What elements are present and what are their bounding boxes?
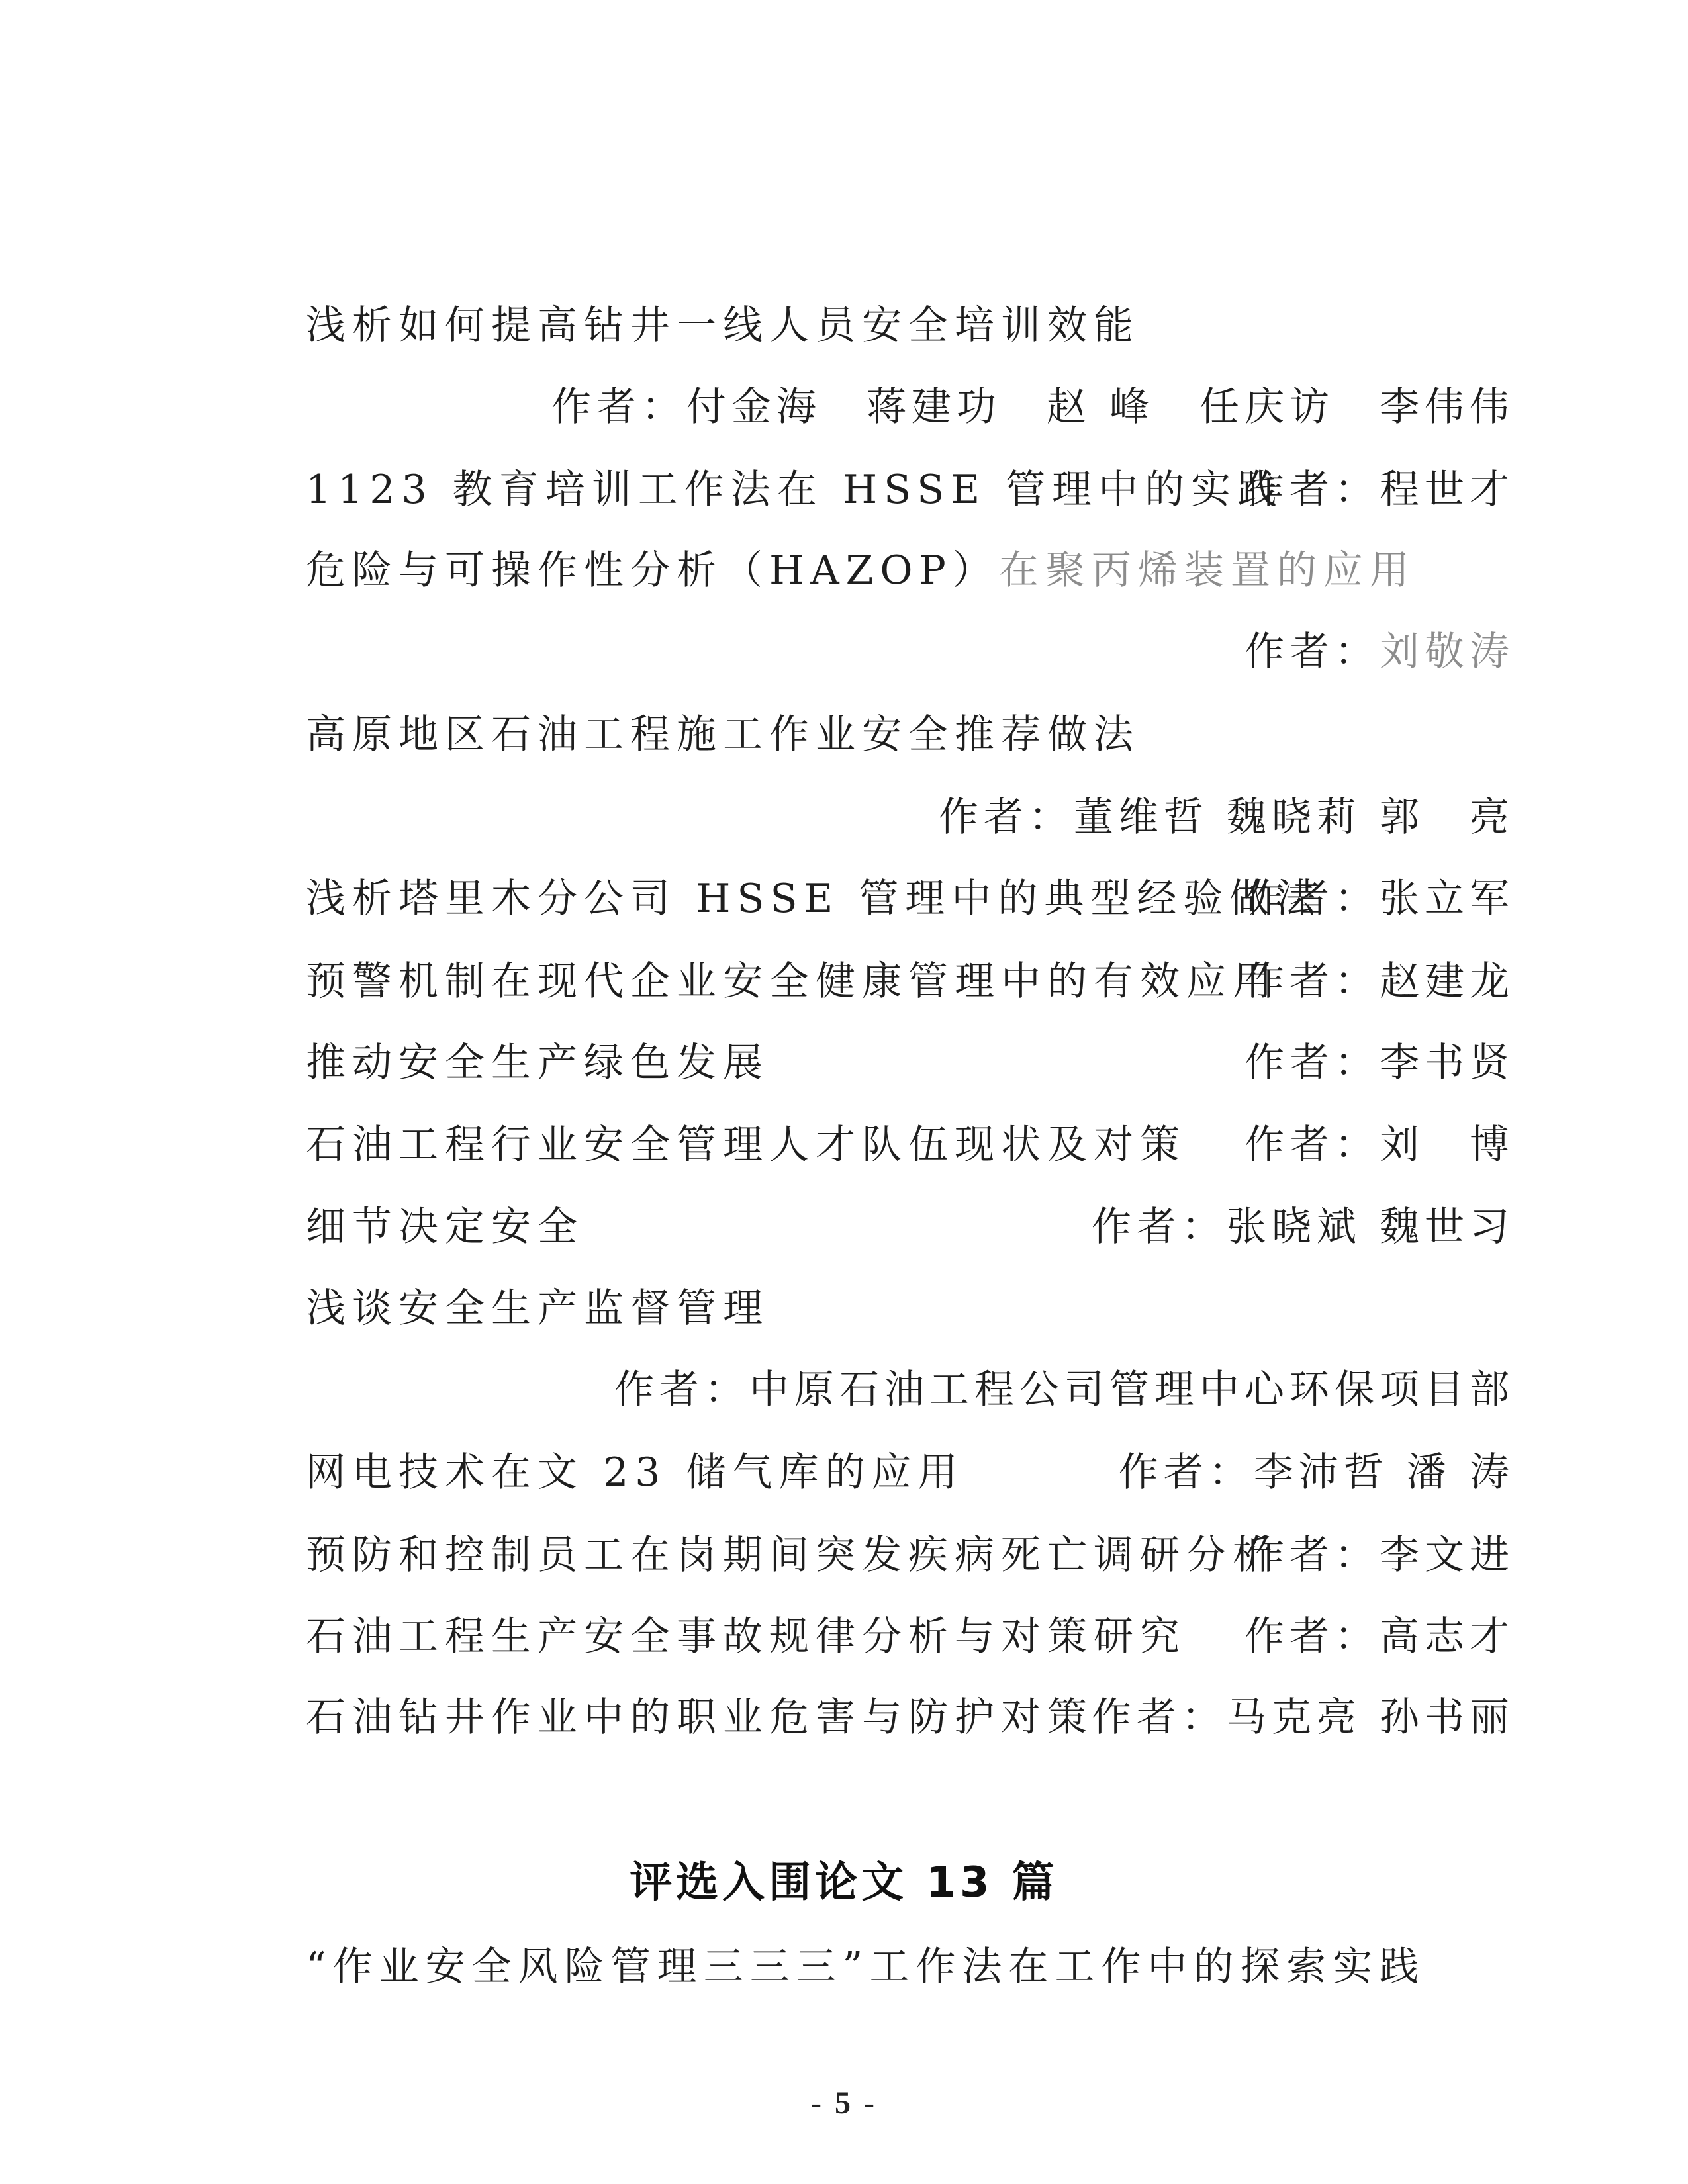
paper-entry bbox=[306, 1446, 1515, 1499]
paper-entry bbox=[306, 299, 1515, 352]
paper-title: “作业安全风险管理三三三”工作法在工作中的探索实践 bbox=[306, 1944, 1426, 1990]
paper-authors: 作者：李沛哲 潘 涛 bbox=[1118, 1449, 1515, 1496]
paper-entry bbox=[306, 1282, 1515, 1335]
paper-entry bbox=[306, 1118, 1515, 1171]
paper-entry bbox=[306, 625, 1515, 678]
author-label: 作者： bbox=[1244, 629, 1380, 675]
paper-title: 石油工程行业安全管理人才队伍现状及对策 bbox=[306, 1122, 1186, 1168]
paper-entry bbox=[306, 1201, 1515, 1253]
paper-authors: 作者：程世才 bbox=[1244, 467, 1515, 513]
paper-title: 预警机制在现代企业安全健康管理中的有效应用 bbox=[306, 958, 1279, 1005]
paper-authors: 作者：赵建龙 bbox=[1244, 958, 1515, 1005]
paper-entry bbox=[306, 381, 1515, 433]
paper-entry bbox=[306, 1036, 1515, 1089]
paper-entry bbox=[306, 463, 1515, 516]
paper-title: 预防和控制员工在岗期间突发疾病死亡调研分析 bbox=[306, 1532, 1279, 1578]
paper-authors: 作者：董维哲 魏晓莉 郭 亮 bbox=[938, 794, 1515, 841]
paper-authors: 作者：中原石油工程公司管理中心环保项目部 bbox=[614, 1367, 1515, 1413]
paper-authors: 作者：李文进 bbox=[1244, 1532, 1515, 1578]
paper-authors: 作者：张立军 bbox=[1244, 876, 1515, 922]
paper-title: 高原地区石油工程施工作业安全推荐做法 bbox=[306, 711, 1140, 758]
paper-authors: 作者：高志才 bbox=[1244, 1614, 1515, 1660]
paper-authors: 作者：刘 博 bbox=[1244, 1122, 1515, 1168]
paper-title: 危险与可操作性分析（HAZOP） bbox=[306, 547, 999, 594]
paper-authors: 作者：付金海 蒋建功 赵 峰 任庆访 李伟伟 bbox=[551, 384, 1515, 430]
paper-title: 网电技术在文 23 储气库的应用 bbox=[306, 1449, 964, 1496]
paper-title: 1123 教育培训工作法在 HSSE 管理中的实践 bbox=[306, 467, 1284, 513]
paper-authors bbox=[1244, 625, 1515, 678]
section-first-entry bbox=[306, 1940, 1515, 1993]
paper-title: 浅析如何提高钻井一线人员安全培训效能 bbox=[306, 302, 1140, 349]
paper-title: 推动安全生产绿色发展 bbox=[306, 1040, 769, 1086]
paper-entry bbox=[306, 708, 1515, 761]
paper-entry bbox=[306, 955, 1515, 1008]
paper-authors: 作者：李书贤 bbox=[1244, 1040, 1515, 1086]
paper-title: 石油工程生产安全事故规律分析与对策研究 bbox=[306, 1614, 1186, 1660]
paper-title: 浅谈安全生产监督管理 bbox=[306, 1285, 769, 1332]
author-name-faint: 刘敬涛 bbox=[1380, 629, 1515, 675]
paper-title: 浅析塔里木分公司 HSSE 管理中的典型经验做法 bbox=[306, 876, 1323, 922]
paper-entry bbox=[306, 791, 1515, 844]
paper-authors: 作者：张晓斌 魏世习 bbox=[1091, 1204, 1515, 1250]
paper-entry bbox=[306, 1363, 1515, 1416]
section-heading: 评选入围论文 13 篇 bbox=[630, 1858, 1058, 1907]
paper-title-faint: 在聚丙烯装置的应用 bbox=[998, 547, 1416, 594]
paper-entry bbox=[306, 1691, 1515, 1744]
paper-title: 石油钻井作业中的职业危害与防护对策 bbox=[306, 1694, 1094, 1741]
paper-entry bbox=[306, 872, 1515, 925]
paper-entry bbox=[306, 1529, 1515, 1582]
page-number: - 5 - bbox=[811, 2085, 877, 2120]
paper-entry bbox=[306, 1610, 1515, 1663]
paper-entry bbox=[306, 544, 1515, 597]
paper-title: 细节决定安全 bbox=[306, 1204, 584, 1250]
paper-authors: 作者：马克亮 孙书丽 bbox=[1091, 1694, 1515, 1741]
